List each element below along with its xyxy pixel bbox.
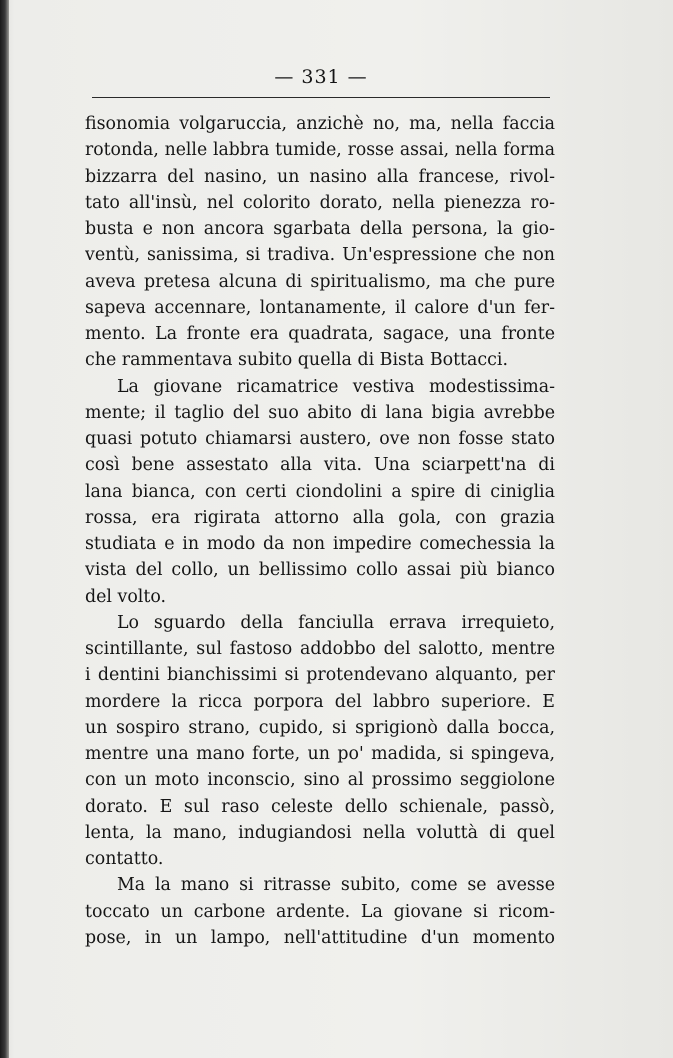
text-line: quasi potuto chiamarsi austero, ove non fosse stato — [85, 429, 555, 449]
text-line: mordere la ricca porpora del labbro superiore. E — [85, 691, 555, 712]
page-number: — 331 — — [274, 66, 368, 88]
text-line: rossa, era rigirata attorno alla gola, con grazia — [85, 507, 555, 528]
header-rule — [92, 97, 550, 98]
text-line: che rammentava subito quella di Bista Bottacci. — [85, 350, 508, 371]
text-line: un sospiro strano, cupido, si sprigionò dalla bocca, — [85, 717, 555, 738]
paragraph — [85, 872, 555, 951]
text-line: lana bianca, con certi ciondolini a spire di ciniglia — [85, 481, 555, 502]
text-line: bizzarra del nasino, un nasino alla francese, rivol- — [85, 166, 555, 187]
text-line: toccato un carbone ardente. La giovane si ricom- — [85, 901, 555, 922]
text-line: sapeva accennare, lontanamente, il calore d'un fer- — [85, 297, 555, 318]
text-line: La giovane ricamatrice vestiva modestissima- — [117, 376, 555, 397]
text-line: Ma la mano si ritrasse subito, come se avesse — [117, 875, 555, 896]
text-line: con un moto inconscio, sino al prossimo seggiolone — [85, 770, 555, 791]
text-line: busta e non ancora sgarbata della persona, la gio- — [85, 219, 555, 239]
page-header — [92, 64, 550, 98]
text-line: studiata e in modo da non impedire comechessia la — [85, 534, 555, 554]
text-line: fisonomia volgaruccia, anzichè no, ma, nella faccia — [85, 114, 555, 134]
text-line: ventù, sanissima, si tradiva. Un'espressione che non — [85, 245, 555, 266]
text-line: aveva pretesa alcuna di spiritualismo, ma che pure — [85, 271, 555, 292]
paragraph — [85, 374, 555, 610]
body-text — [85, 111, 555, 951]
text-line: Lo sguardo della fanciulla errava irrequieto, — [117, 612, 555, 633]
text-line: lenta, la mano, indugiandosi nella voluttà di quel — [85, 822, 555, 843]
paragraph — [85, 610, 555, 873]
text-line: dorato. E sul raso celeste dello schienale, passò, — [85, 796, 555, 817]
text-line: tato all'insù, nel colorito dorato, nella pienezza ro- — [85, 192, 555, 213]
book-spine-shadow — [0, 0, 9, 1058]
text-line: mente; il taglio del suo abito di lana bigia avrebbe — [85, 402, 555, 423]
text-line: mento. La fronte era quadrata, sagace, una fronte — [85, 324, 555, 344]
text-line: vista del collo, un bellissimo collo assai più bianco — [85, 560, 555, 581]
text-line: così bene assestato alla vita. Una sciarpett'na di — [85, 455, 555, 476]
text-line: contatto. — [85, 849, 164, 869]
text-line: del volto. — [85, 586, 167, 607]
text-line: pose, in un lampo, nell'attitudine d'un momento — [85, 927, 555, 948]
text-line: scintillante, sul fastoso addobbo del salotto, mentre — [85, 639, 555, 659]
text-line: i dentini bianchissimi si protendevano alquanto, per — [85, 665, 555, 686]
paragraph — [85, 111, 555, 374]
text-line: mentre una mano forte, un po' madida, si spingeva, — [85, 744, 555, 764]
text-line: rotonda, nelle labbra tumide, rosse assai, nella forma — [85, 140, 555, 161]
